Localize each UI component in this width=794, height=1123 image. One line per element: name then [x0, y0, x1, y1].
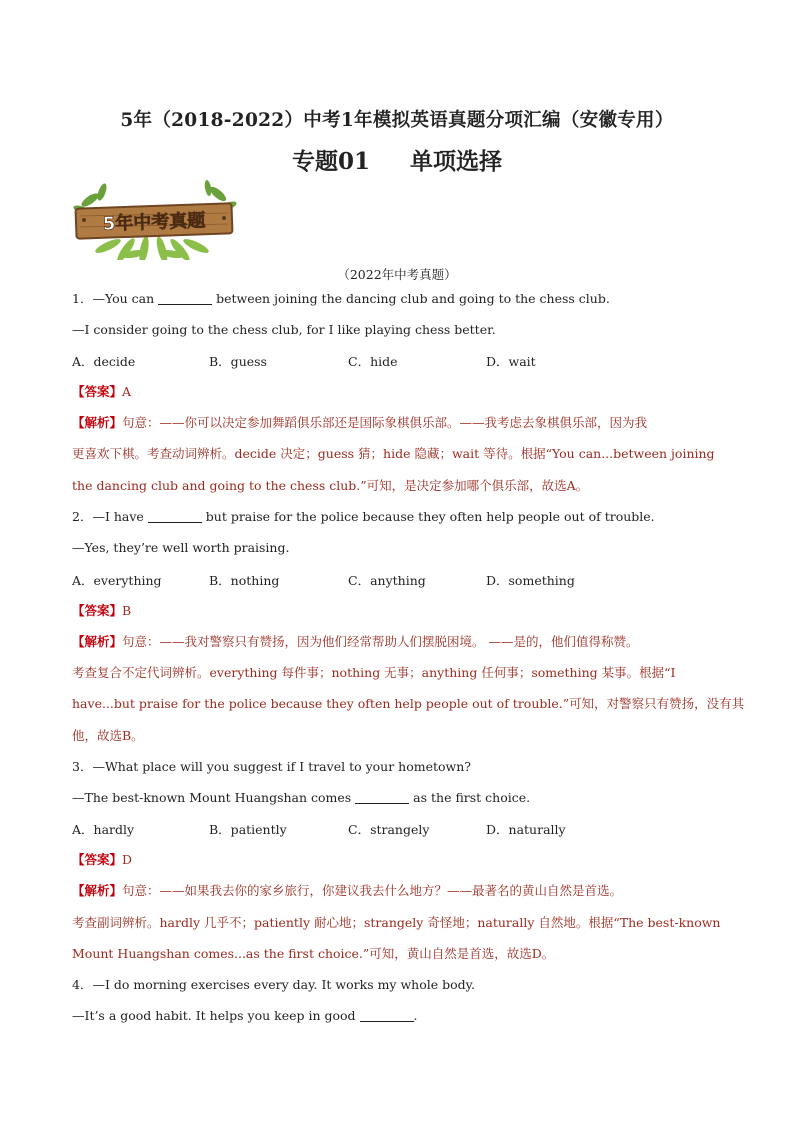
banner-text: 5年中考真题 [102, 210, 206, 235]
question-4-line-2: —It’s a good habit. It helps you keep in good . [72, 1008, 418, 1023]
question-2-analysis-line-2: 考查复合不定代词辨析。everything 每件事；nothing 无事；anything 任何事；something 某事。根据“I [72, 665, 676, 680]
question-2-option-b: B．nothing [209, 573, 280, 588]
question-3-option-b: B．patiently [209, 822, 287, 837]
question-1-line-2: —I consider going to the chess club, for I like playing chess better. [72, 322, 496, 337]
answer-blank [355, 791, 409, 804]
question-2-option-d: D．something [486, 573, 575, 588]
question-4-line-1: 4．—I do morning exercises every day. It works my whole body. [72, 977, 476, 992]
question-3-option-c: C．strangely [348, 822, 430, 837]
question-2-analysis-line-3: have...but praise for the police because they often help people out of trouble.”可知，对警察只有赞扬，没有其 [72, 696, 745, 711]
question-1-option-b: B．guess [209, 354, 267, 369]
question-1-option-d: D．wait [486, 354, 536, 369]
question-3-option-a: A．hardly [72, 822, 135, 837]
question-3-option-d: D．naturally [486, 822, 566, 837]
question-2-answer: 【答案】B [72, 603, 132, 618]
section-label: （2022年中考真题） [337, 267, 457, 282]
answer-blank [158, 292, 212, 305]
answer-blank [148, 510, 202, 523]
question-1-option-c: C．hide [348, 354, 398, 369]
question-2-analysis-line-4: 他，故选B。 [72, 728, 144, 743]
question-1-analysis-line-3: the dancing club and going to the chess club.”可知，是决定参加哪个俱乐部，故选A。 [72, 478, 589, 493]
sub-title [0, 143, 794, 176]
question-3-line-2: —The best-known Mount Huangshan comes as the first choice. [72, 790, 531, 805]
question-3-analysis-line-2: 考查副词辨析。hardly 几乎不；patiently 耐心地；strangely 奇怪地；naturally 自然地。根据“The best-known [72, 915, 721, 930]
question-1-answer: 【答案】A [72, 384, 132, 399]
question-3-line-1: 3．—What place will you suggest if I travel to your hometown? [72, 759, 472, 774]
question-1-line-1: 1．—You can between joining the dancing club and going to the chess club. [72, 291, 610, 306]
question-2-option-a: A．everything [72, 573, 162, 588]
question-2-option-c: C．anything [348, 573, 426, 588]
main-title: 5年（2018-2022）中考1年模拟英语真题分项汇编（安徽专用） [120, 110, 674, 131]
question-1-analysis-line-2: 更喜欢下棋。考查动词辨析。decide 决定；guess 猜；hide 隐藏；wait 等待。根据“You can...between joining [72, 446, 715, 461]
question-1-option-a: A．decide [72, 354, 136, 369]
question-2-line-2: —Yes, they’re well worth praising. [72, 540, 290, 555]
question-2-line-1: 2．—I have but praise for the police because they often help people out of trouble. [72, 509, 655, 524]
sub-title-topic-number: 专题01 [291, 148, 370, 175]
question-3-answer: 【答案】D [72, 852, 133, 867]
answer-blank [360, 1009, 414, 1022]
section-banner-image [68, 180, 240, 260]
question-3-analysis-line-1: 【解析】句意：——如果我去你的家乡旅行，你建议我去什么地方？——最著名的黄山自然是首选。 [72, 883, 623, 898]
question-3-analysis-line-3: Mount Huangshan comes...as the first choice.”可知，黄山自然是首选，故选D。 [72, 946, 555, 961]
sub-title-topic-name: 单项选择 [410, 148, 502, 175]
question-1-analysis-line-1: 【解析】句意：——你可以决定参加舞蹈俱乐部还是国际象棋俱乐部。——我考虑去象棋俱乐部，因为我 [72, 415, 648, 430]
question-2-analysis-line-1: 【解析】句意：——我对警察只有赞扬，因为他们经常帮助人们摆脱困境。 ——是的，他们值得称赞。 [72, 634, 639, 649]
